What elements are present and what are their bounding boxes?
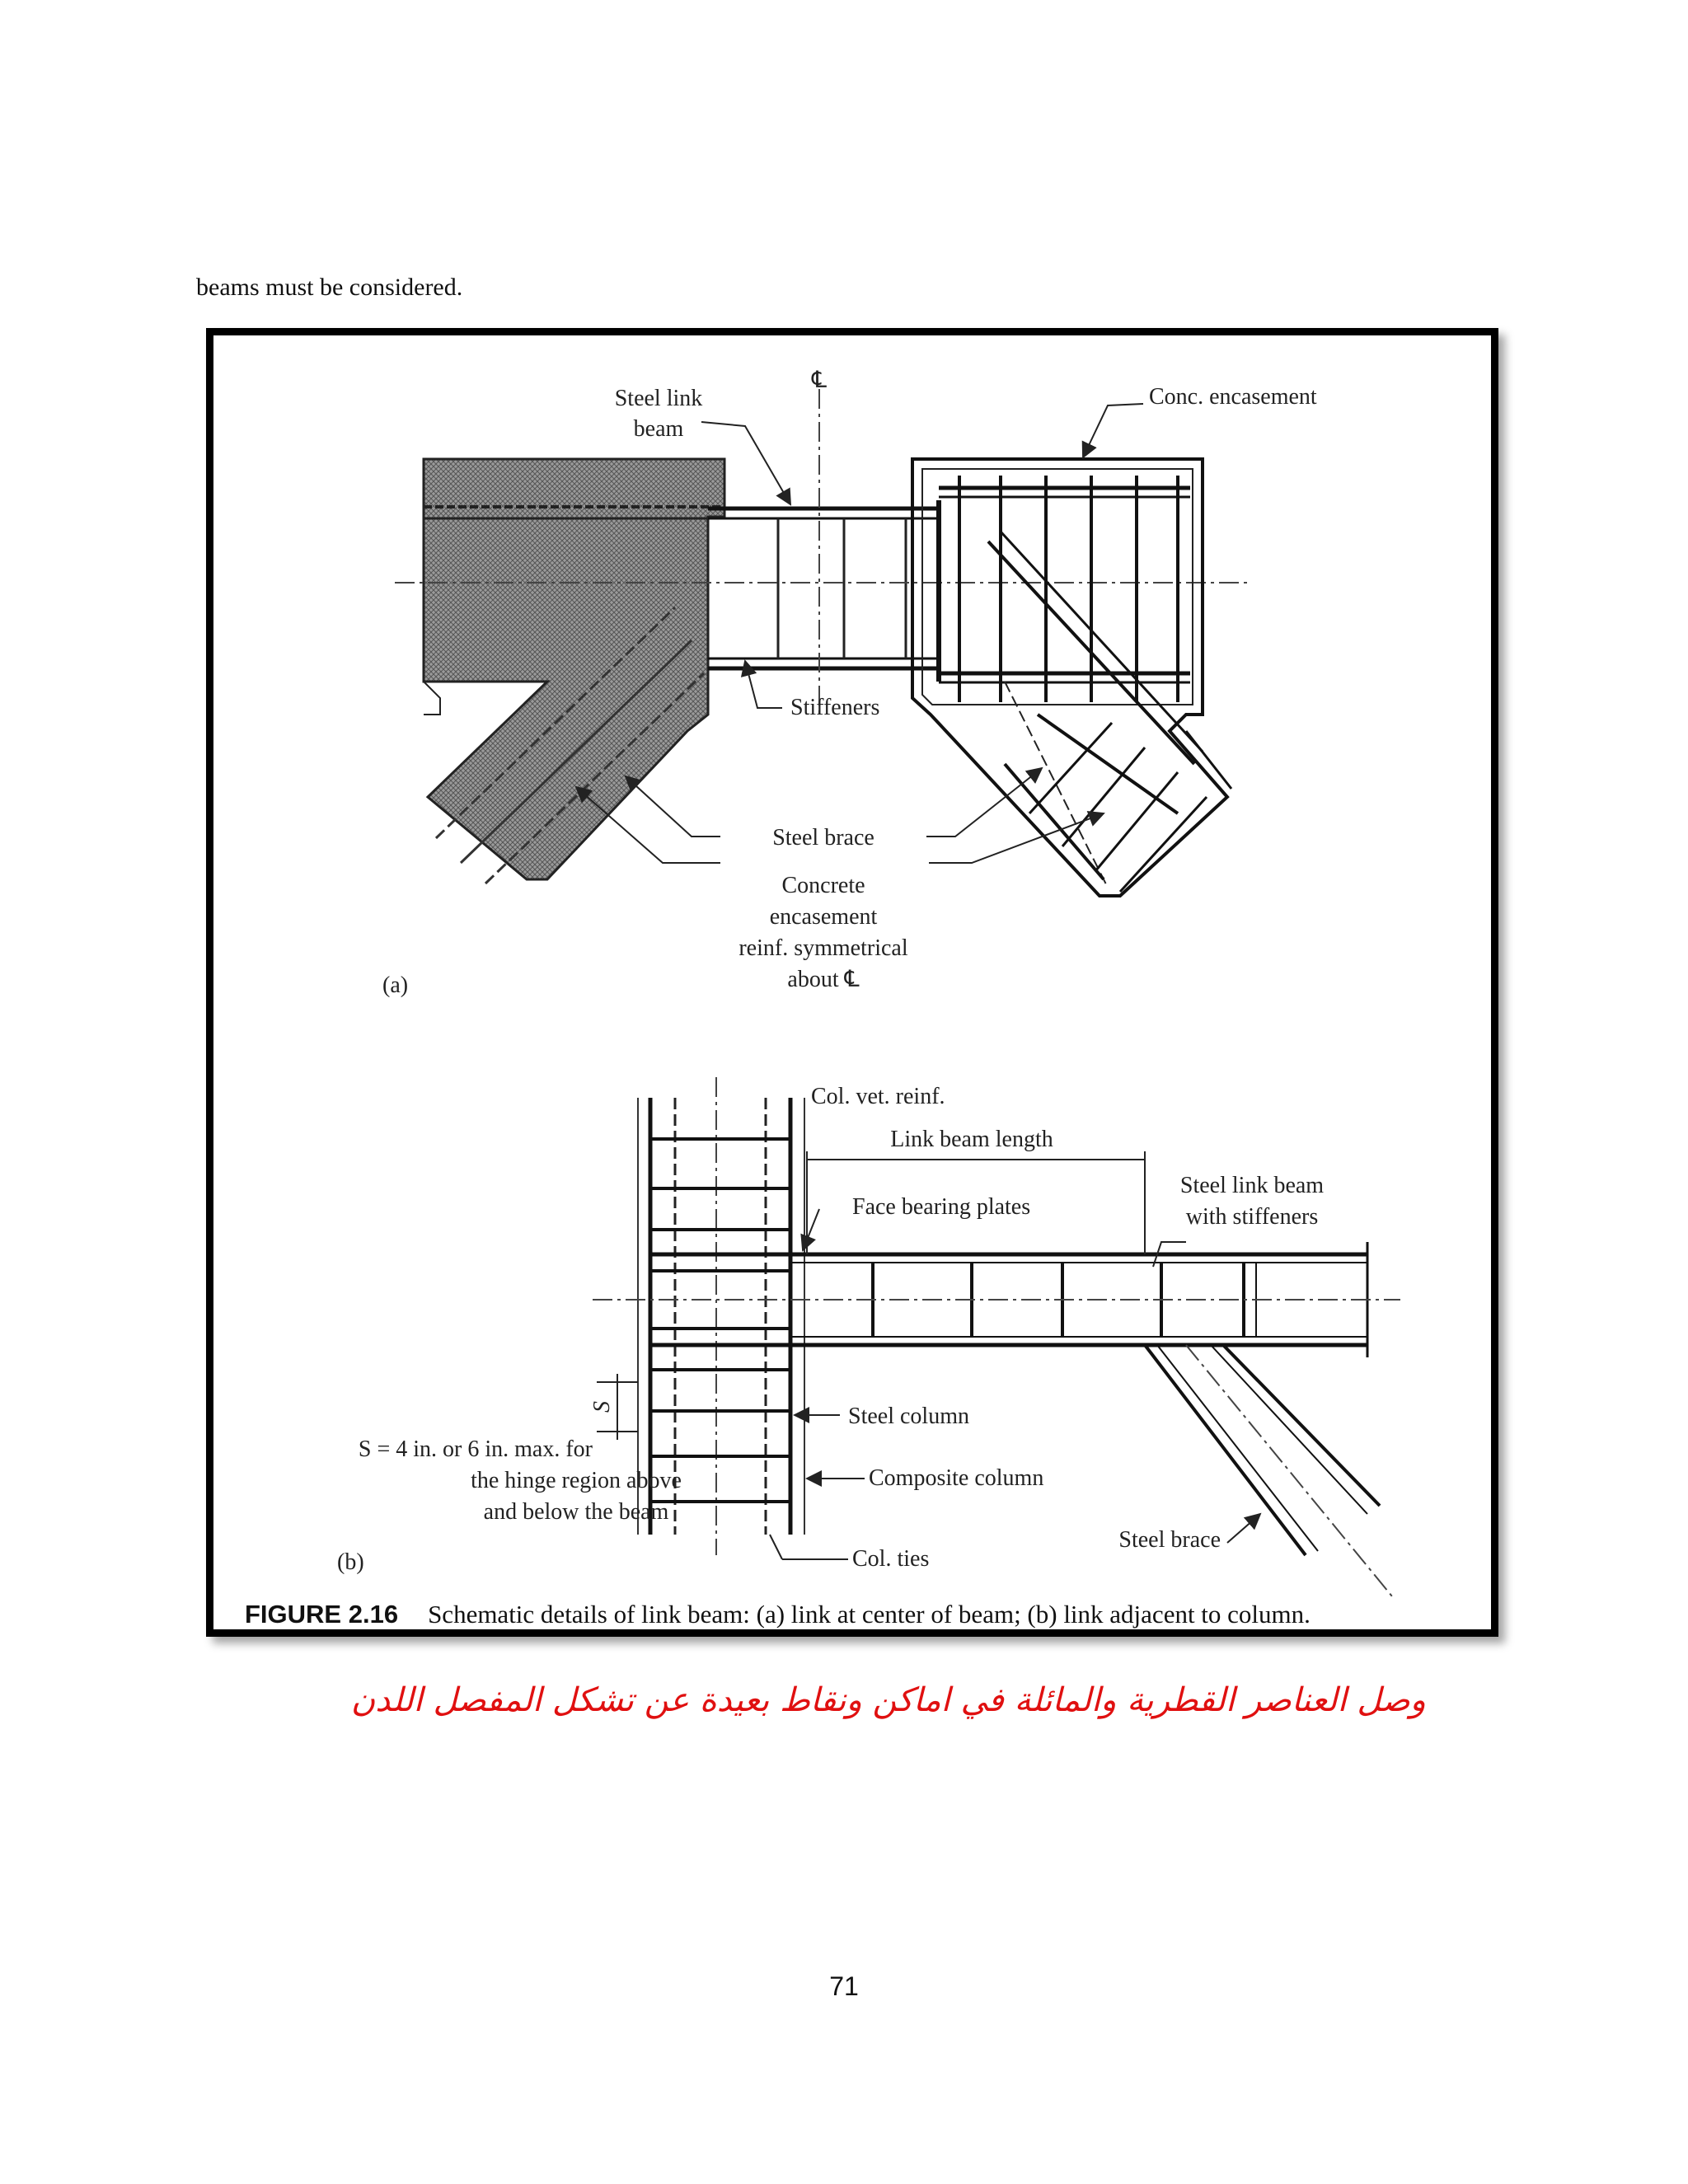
- label-s-note-2: the hinge region above: [471, 1468, 682, 1493]
- label-stiffeners: Stiffeners: [790, 695, 880, 720]
- panel-a-tag: (a): [382, 972, 409, 998]
- label-concrete-note-1: Concrete: [781, 873, 865, 898]
- label-composite-column: Composite column: [869, 1465, 1044, 1491]
- label-col-ties: Col. ties: [852, 1546, 930, 1572]
- caption-label: FIGURE 2.16: [245, 1600, 399, 1629]
- centerline-label-a: ℄: [812, 368, 827, 393]
- label-concrete-note-3: reinf. symmetrical: [738, 935, 908, 961]
- figure-drawing: [213, 335, 1491, 1629]
- label-link-beam-length: Link beam length: [890, 1127, 1053, 1152]
- label-steel-link-beam-b-1: Steel link beam: [1179, 1173, 1325, 1198]
- label-col-vert-reinf: Col. vet. reinf.: [811, 1084, 945, 1109]
- label-steel-brace-b: Steel brace: [1118, 1527, 1221, 1553]
- panel-b-drawing: [337, 1077, 1400, 1596]
- label-concrete-note-4: about ℄: [787, 967, 860, 992]
- label-steel-link-beam-2: beam: [633, 416, 684, 442]
- brace-b-inner: [1223, 1345, 1380, 1506]
- arabic-annotation: وصل العناصر القطرية والمائلة في اماكن ونقاط بعيدة عن تشكل المفصل اللدن: [350, 1681, 1426, 1719]
- panel-b-tag: (b): [337, 1549, 364, 1575]
- brace-b-outer: [1145, 1345, 1306, 1555]
- label-concrete-note-2: encasement: [769, 904, 878, 930]
- label-steel-brace-a: Steel brace: [772, 825, 874, 851]
- label-face-bearing-plates: Face bearing plates: [852, 1194, 1031, 1220]
- panel-a-drawing: [382, 368, 1317, 998]
- label-steel-link-beam-1: Steel link: [614, 386, 703, 411]
- page-number: 71: [829, 1971, 859, 2001]
- figure-caption: [245, 1600, 1311, 1629]
- left-encasement: [424, 459, 724, 879]
- caption-text: Schematic details of link beam: (a) link at center of beam; (b) link adjacent to column.: [428, 1600, 1311, 1629]
- label-steel-link-beam-b-2: with stiffeners: [1185, 1204, 1319, 1230]
- label-steel-column: Steel column: [848, 1404, 969, 1429]
- intro-text: beams must be considered.: [196, 274, 463, 301]
- label-s-note-1: S = 4 in. or 6 in. max. for: [358, 1436, 593, 1462]
- label-s-dimension: S: [589, 1401, 615, 1413]
- figure-2-16: [206, 328, 1498, 1637]
- label-s-note-3: and below the beam: [483, 1499, 669, 1525]
- label-conc-encasement: Conc. encasement: [1149, 384, 1317, 410]
